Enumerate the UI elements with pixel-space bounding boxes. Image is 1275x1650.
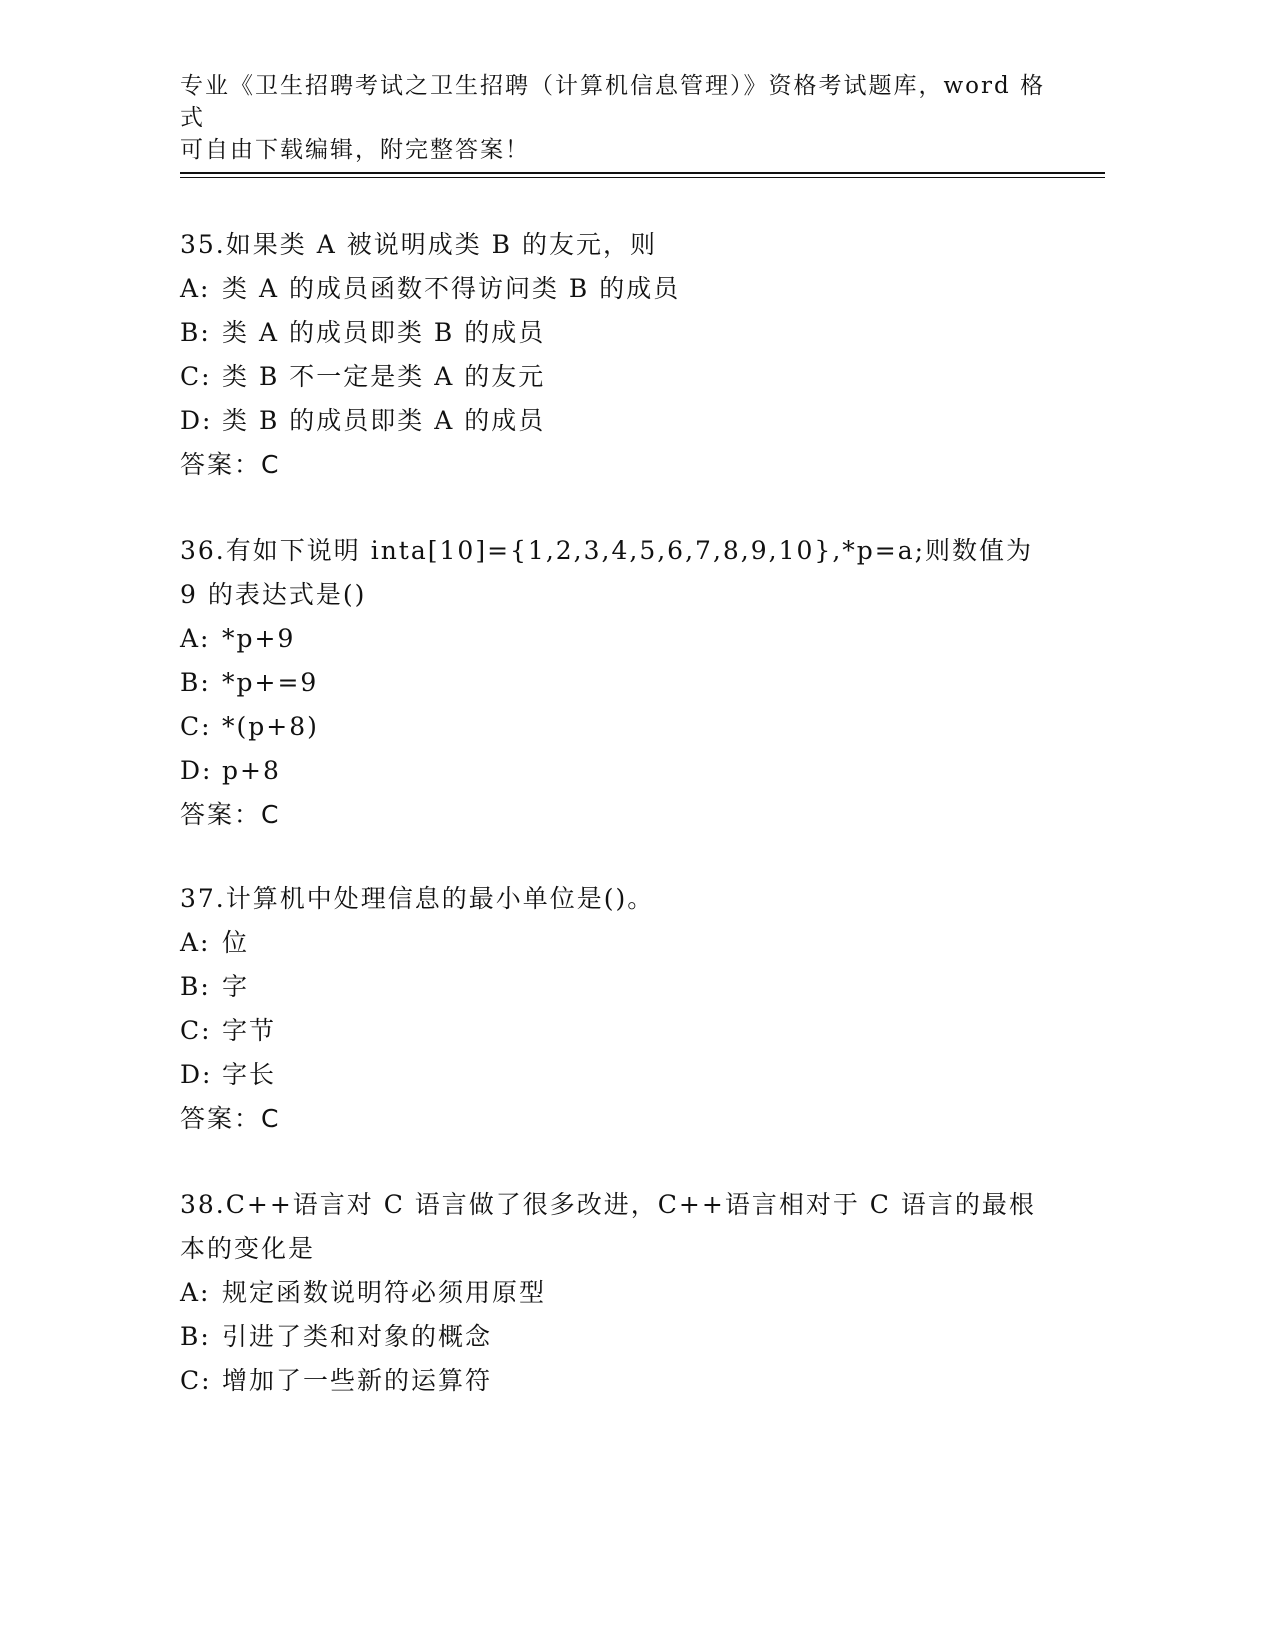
option-letter: A: bbox=[180, 274, 211, 303]
option-letter: B: bbox=[180, 1322, 211, 1351]
option-a bbox=[180, 267, 1050, 311]
option-b bbox=[180, 661, 1050, 705]
option-text: 位 bbox=[222, 928, 250, 957]
answer-line: 答案：C bbox=[180, 450, 281, 479]
option-letter: C: bbox=[180, 712, 212, 741]
option-letter: D: bbox=[180, 1060, 213, 1089]
option-letter: A: bbox=[180, 1278, 211, 1307]
option-letter: D: bbox=[180, 406, 213, 435]
option-text: 字节 bbox=[222, 1016, 277, 1045]
option-text: 类 A 的成员即类 B 的成员 bbox=[222, 318, 546, 347]
option-letter: B: bbox=[180, 668, 211, 697]
option-letter: C: bbox=[180, 1016, 212, 1045]
option-a bbox=[180, 921, 1050, 965]
question-stem: 35.如果类 A 被说明成类 B 的友元，则 bbox=[180, 230, 657, 259]
option-letter: C: bbox=[180, 1366, 212, 1395]
option-text: *p+=9 bbox=[222, 668, 319, 697]
option-b bbox=[180, 311, 1050, 355]
header-line-1: 专业《卫生招聘考试之卫生招聘（计算机信息管理）》资格考试题库，word 格式 bbox=[180, 73, 1046, 131]
option-letter: A: bbox=[180, 624, 211, 653]
option-c bbox=[180, 1009, 1050, 1053]
question-36 bbox=[180, 529, 1050, 837]
option-letter: A: bbox=[180, 928, 211, 957]
option-text: p+8 bbox=[222, 756, 281, 785]
question-stem: 36.有如下说明 inta[10]={1,2,3,4,5,6,7,8,9,10},*p=a;则数值为 9 的表达式是() bbox=[180, 536, 1034, 609]
option-text: 类 B 的成员即类 A 的成员 bbox=[222, 406, 546, 435]
header-divider-thick bbox=[180, 172, 1105, 174]
option-letter: C: bbox=[180, 362, 212, 391]
question-37 bbox=[180, 877, 1050, 1141]
option-text: 类 A 的成员函数不得访问类 B 的成员 bbox=[222, 274, 681, 303]
option-text: 引进了类和对象的概念 bbox=[222, 1322, 493, 1351]
option-b bbox=[180, 965, 1050, 1009]
document-header bbox=[180, 70, 1060, 166]
option-text: 字长 bbox=[222, 1060, 277, 1089]
header-line-2: 可自由下载编辑，附完整答案！ bbox=[180, 137, 530, 163]
option-letter: B: bbox=[180, 972, 211, 1001]
option-text: 字 bbox=[222, 972, 250, 1001]
answer-line: 答案：C bbox=[180, 800, 281, 829]
option-text: 增加了一些新的运算符 bbox=[222, 1366, 493, 1395]
option-c bbox=[180, 1359, 1050, 1403]
option-c bbox=[180, 705, 1050, 749]
option-text: 规定函数说明符必须用原型 bbox=[222, 1278, 547, 1307]
option-c bbox=[180, 355, 1050, 399]
question-35 bbox=[180, 223, 1050, 487]
option-d bbox=[180, 749, 1050, 793]
question-stem: 38.C++语言对 C 语言做了很多改进，C++语言相对于 C 语言的最根本的变化是 bbox=[180, 1190, 1036, 1263]
option-b bbox=[180, 1315, 1050, 1359]
option-text: *p+9 bbox=[222, 624, 296, 653]
option-a bbox=[180, 1271, 1050, 1315]
option-text: *(p+8) bbox=[222, 712, 319, 741]
option-letter: B: bbox=[180, 318, 211, 347]
option-text: 类 B 不一定是类 A 的友元 bbox=[222, 362, 546, 391]
option-d bbox=[180, 399, 1050, 443]
option-letter: D: bbox=[180, 756, 213, 785]
option-d bbox=[180, 1053, 1050, 1097]
option-a bbox=[180, 617, 1050, 661]
header-divider-thin bbox=[180, 177, 1105, 178]
question-38 bbox=[180, 1183, 1050, 1403]
question-stem: 37.计算机中处理信息的最小单位是()。 bbox=[180, 884, 655, 913]
answer-line: 答案：C bbox=[180, 1104, 281, 1133]
